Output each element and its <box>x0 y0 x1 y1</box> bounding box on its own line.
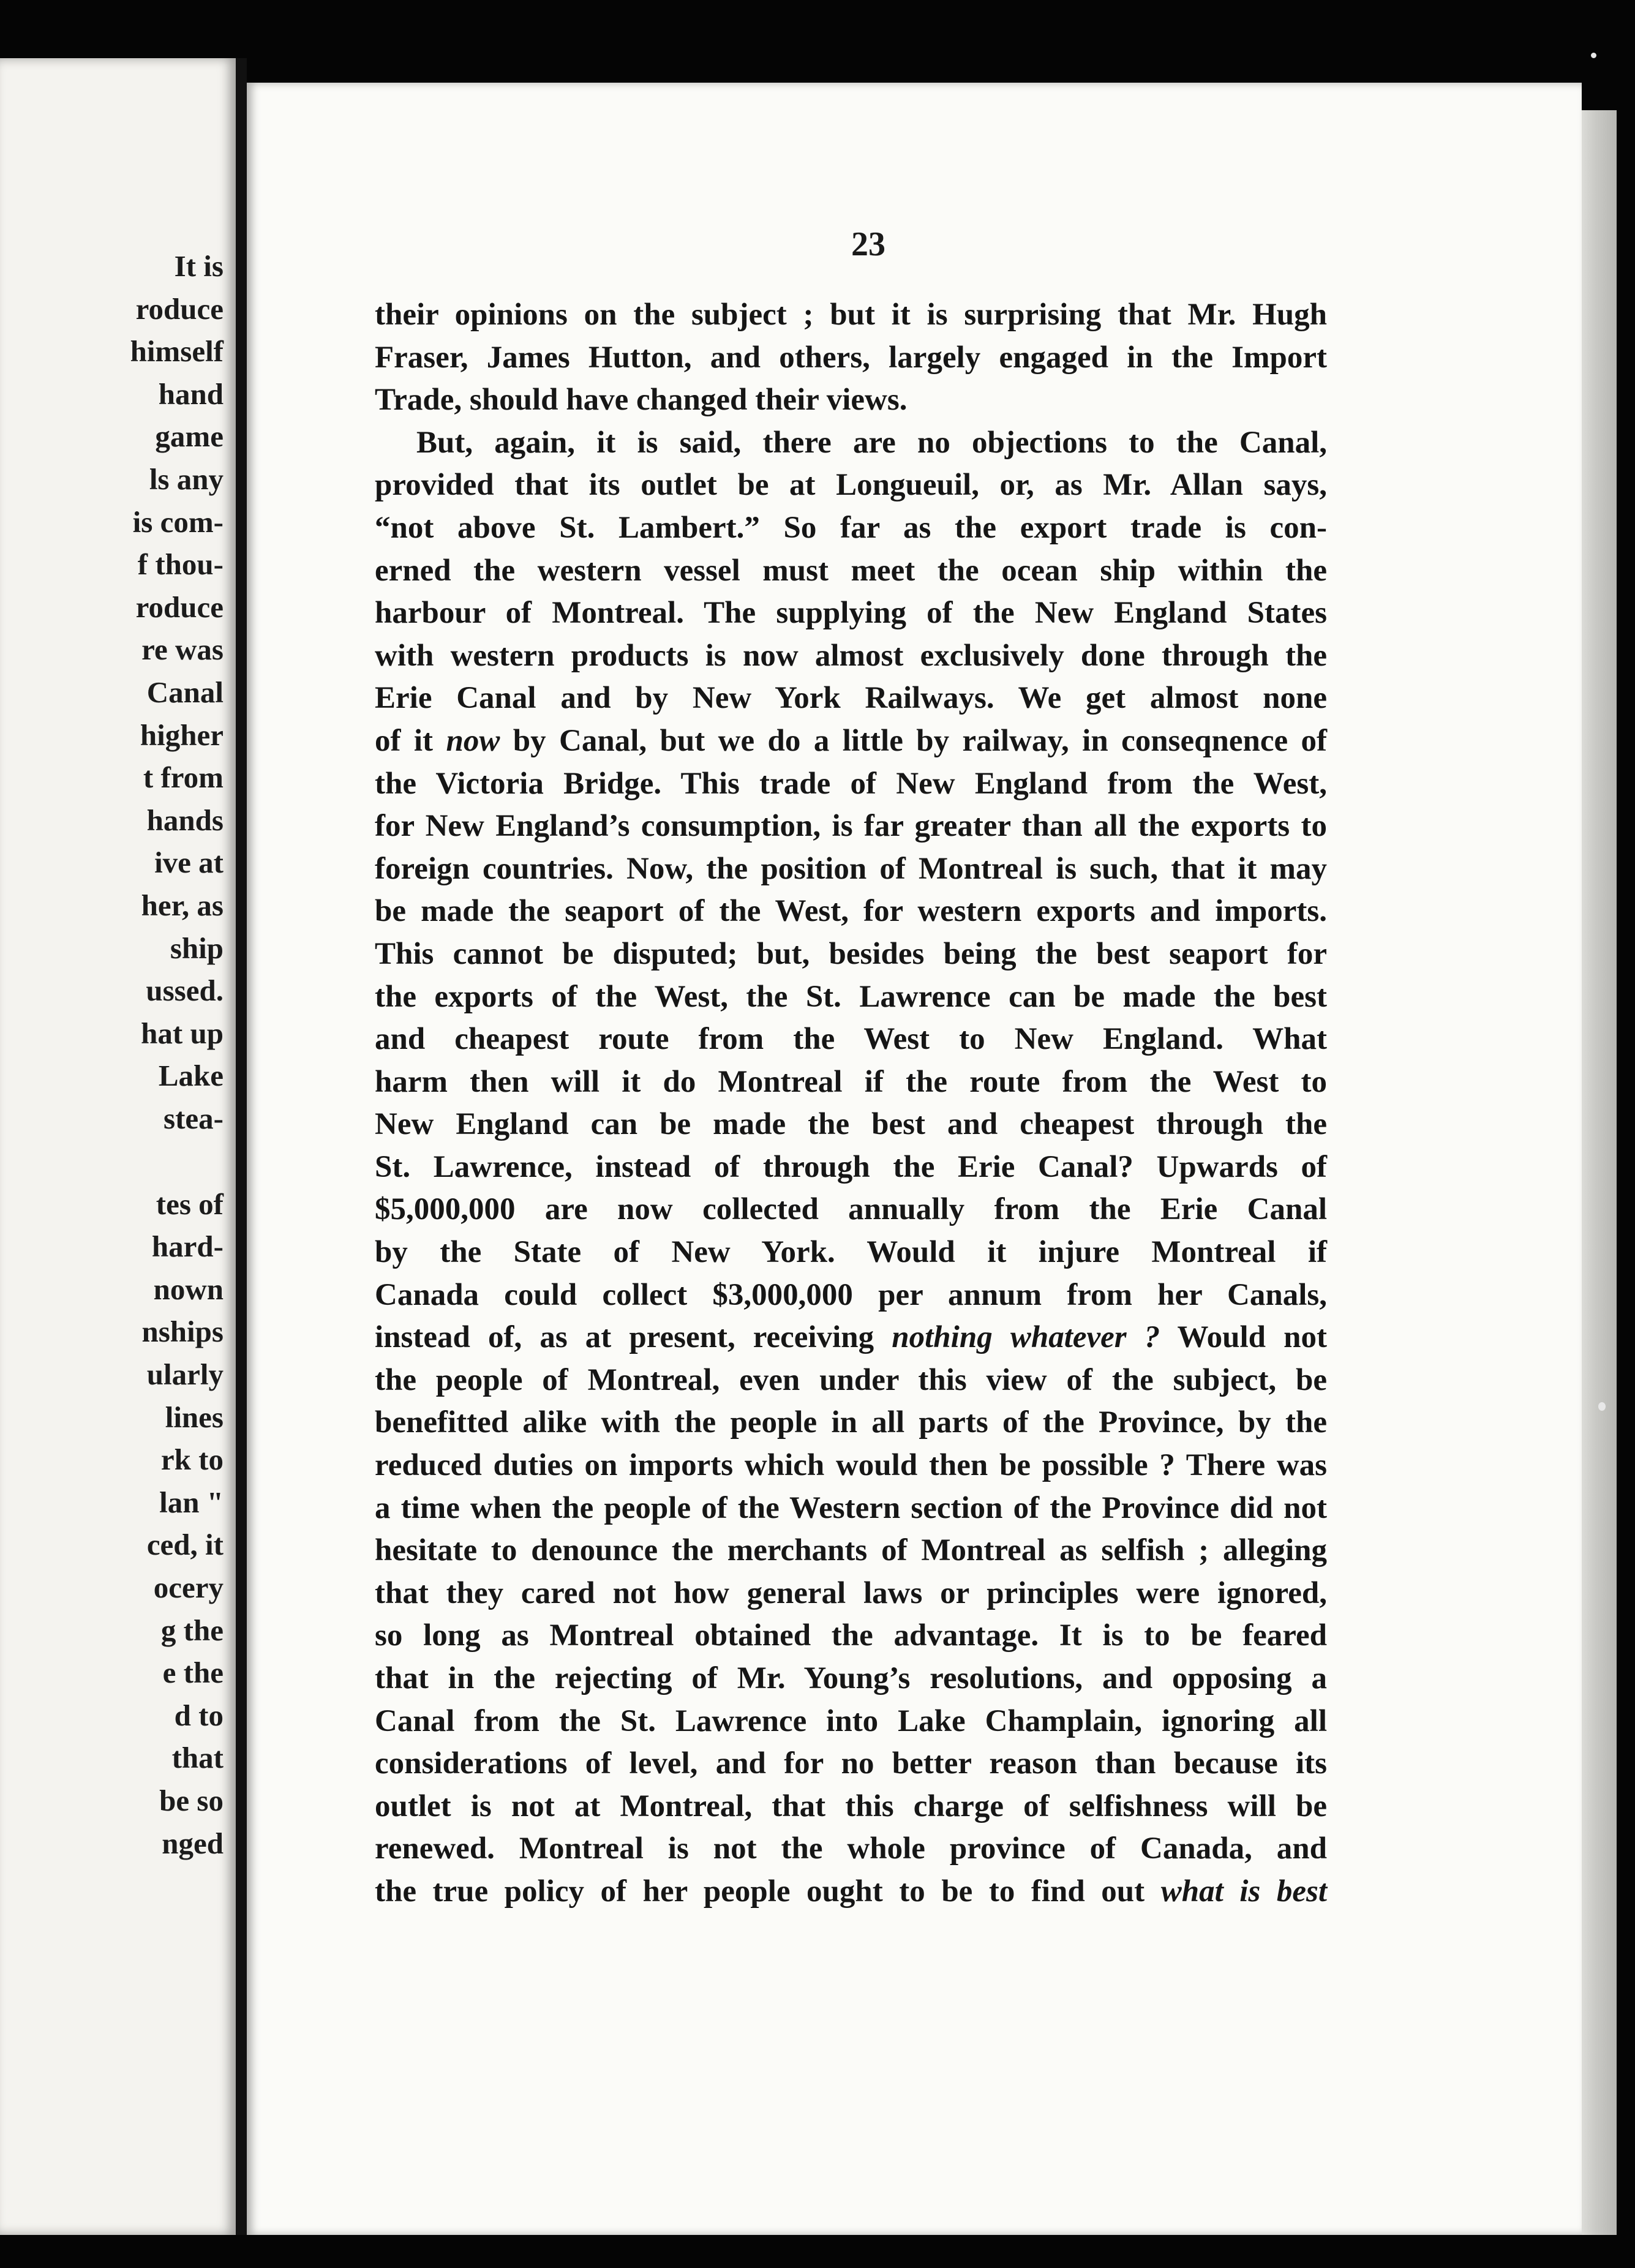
text-run: “not above St. Lambert.” So far as the export trade is con- <box>375 510 1327 545</box>
text-run: St. Lawrence, instead of through the Erie Canal? Upwards of <box>375 1149 1327 1184</box>
text-run: $5,000,000 are now collected annually from the Erie Canal <box>375 1192 1327 1227</box>
text-run: New England can be made the best and cheapest through the <box>375 1107 1327 1142</box>
text-line <box>375 1530 1327 1572</box>
text-run: provided that its outlet be at Longueuil, or, as Mr. Allan says, <box>375 468 1327 503</box>
previous-page-line: hand <box>158 377 224 411</box>
text-run: reduced duties on imports which would then be possible ? There was <box>375 1448 1327 1483</box>
text-line <box>375 422 1327 465</box>
text-line <box>375 1188 1327 1231</box>
text-run: the people of Montreal, even under this view of the subject, be <box>375 1362 1327 1397</box>
previous-page-line: that <box>171 1741 224 1775</box>
text-line <box>375 1146 1327 1189</box>
previous-page-line: ls any <box>149 462 224 496</box>
text-run: for New England’s consumption, is far greater than all the exports to <box>375 809 1327 844</box>
text-line <box>375 507 1327 550</box>
text-line <box>375 677 1327 720</box>
text-line <box>375 1444 1327 1487</box>
text-run: Trade, should have changed their views. <box>375 383 908 418</box>
text-run: the exports of the West, the St. Lawrence can be made the best <box>375 979 1327 1014</box>
previous-page-line: game <box>155 419 224 454</box>
text-line <box>375 337 1327 380</box>
previous-page-line: Canal <box>146 675 224 709</box>
previous-page-line: stea- <box>164 1102 224 1135</box>
text-line <box>375 1487 1327 1530</box>
text-run: that in the rejecting of Mr. Young’s resolutions, and opposing a <box>375 1661 1327 1695</box>
text-line <box>375 379 1327 422</box>
text-line <box>375 848 1327 891</box>
italic-text: what is best <box>1160 1874 1327 1909</box>
previous-page-line: lan " <box>159 1485 224 1519</box>
text-line <box>375 1359 1327 1402</box>
text-line <box>375 1743 1327 1785</box>
text-run: Canada could collect $3,000,000 per annum from her Canals, <box>375 1277 1327 1312</box>
text-run: Canal from the St. Lawrence into Lake Champlain, ignoring all <box>375 1703 1327 1738</box>
text-run: harbour of Montreal. The supplying of the New England States <box>375 596 1327 631</box>
text-line <box>375 1061 1327 1104</box>
text-line <box>375 1828 1327 1871</box>
text-line <box>375 635 1327 678</box>
text-run: of it <box>375 723 446 758</box>
previous-page-line: Lake <box>158 1059 224 1093</box>
text-run: outlet is not at Montreal, that this charge of selfishness will be <box>375 1789 1327 1823</box>
previous-page-line: lines <box>165 1400 224 1434</box>
text-line <box>375 294 1327 337</box>
previous-page-line: rk to <box>160 1443 224 1477</box>
previous-page-line: tes of <box>156 1187 224 1221</box>
text-line <box>375 1871 1327 1913</box>
text-line <box>375 1316 1327 1359</box>
text-run: But, again, it is said, there are no objections to the Canal, <box>416 425 1327 460</box>
text-run: This cannot be disputed; but, besides being the best seaport for <box>375 936 1327 971</box>
previous-page-fragment <box>0 58 236 2235</box>
text-line <box>375 464 1327 507</box>
text-line <box>375 592 1327 635</box>
previous-page-line: re was <box>141 633 224 667</box>
text-line <box>375 890 1327 933</box>
margin-speck <box>1591 53 1596 58</box>
text-line <box>375 1572 1327 1615</box>
previous-page-line: ced, it <box>146 1528 224 1562</box>
text-run: the true policy of her people ought to be to find out <box>375 1874 1161 1909</box>
text-run: foreign countries. Now, the position of Montreal is such, that it may <box>375 851 1327 886</box>
italic-text: now <box>446 723 500 758</box>
text-line <box>375 1274 1327 1317</box>
previous-page-line: ocery <box>153 1571 224 1604</box>
previous-page-line: nown <box>153 1272 224 1306</box>
previous-page-line: ussed. <box>146 974 224 1008</box>
book-gutter <box>236 58 247 2235</box>
previous-page-line: ive at <box>154 846 224 880</box>
text-line <box>375 1402 1327 1444</box>
text-run: Would not <box>1160 1320 1327 1355</box>
previous-page-line: be so <box>159 1784 224 1817</box>
text-line <box>375 805 1327 848</box>
previous-page-line: hands <box>146 803 224 837</box>
previous-page-line: g the <box>160 1613 224 1647</box>
text-run: be made the seaport of the West, for western exports and imports. <box>375 894 1327 929</box>
text-run: considerations of level, and for no better reason than because its <box>375 1746 1327 1781</box>
text-run: Fraser, James Hutton, and others, largely engaged in the Import <box>375 340 1327 375</box>
page-stack-edge <box>1582 110 1617 2235</box>
text-line <box>375 550 1327 593</box>
text-line <box>375 1231 1327 1274</box>
previous-page-line: her, as <box>141 888 224 922</box>
text-run: instead of, as at present, receiving <box>375 1320 892 1355</box>
text-line <box>375 976 1327 1019</box>
text-line <box>375 1658 1327 1700</box>
text-line <box>375 1103 1327 1146</box>
text-run: by the State of New York. Would it injure Montreal if <box>375 1235 1327 1270</box>
italic-text: nothing whatever ? <box>892 1320 1160 1355</box>
text-run: and cheapest route from the West to New England. What <box>375 1022 1327 1057</box>
text-run: a time when the people of the Western section of the Province did not <box>375 1490 1327 1525</box>
previous-page-line: himself <box>130 334 224 369</box>
text-line <box>375 720 1327 763</box>
text-run: hesitate to denounce the merchants of Montreal as selfish ; alleging <box>375 1533 1327 1568</box>
text-run: their opinions on the subject ; but it is surprising that Mr. Hugh <box>375 298 1327 332</box>
previous-page-line: e the <box>162 1656 224 1690</box>
previous-page-line: roduce <box>135 291 224 326</box>
previous-page-line: roduce <box>135 590 224 624</box>
text-run: by Canal, but we do a little by railway, in conseqnence of <box>500 723 1327 758</box>
text-run: erned the western vessel must meet the ocean ship within the <box>375 553 1327 588</box>
previous-page-line: ularly <box>146 1357 224 1391</box>
text-run: harm then will it do Montreal if the route from the West to <box>375 1064 1327 1099</box>
text-run: that they cared not how general laws or principles were ignored, <box>375 1575 1327 1610</box>
previous-page-line: It is <box>174 249 224 283</box>
previous-page-line: d to <box>174 1698 224 1732</box>
text-run: the Victoria Bridge. This trade of New England from the West, <box>375 766 1327 801</box>
text-line <box>375 933 1327 976</box>
text-run: renewed. Montreal is not the whole province of Canada, and <box>375 1831 1327 1866</box>
previous-page-line: f thou- <box>137 547 224 582</box>
page-number: 23 <box>851 225 885 263</box>
previous-page-line: hard- <box>151 1230 224 1264</box>
body-text <box>375 294 1327 1913</box>
text-line <box>375 1700 1327 1743</box>
text-line <box>375 1018 1327 1061</box>
previous-page-line: nged <box>162 1826 224 1860</box>
text-run: Erie Canal and by New York Railways. We get almost none <box>375 681 1327 716</box>
text-line <box>375 1615 1327 1658</box>
text-line <box>375 763 1327 806</box>
previous-page-line: t from <box>143 760 224 795</box>
previous-page-line: ship <box>170 931 224 965</box>
text-run: with western products is now almost exclusively done through the <box>375 638 1327 673</box>
previous-page-line: hat up <box>141 1016 224 1050</box>
previous-page-line: is com- <box>132 505 224 539</box>
text-run: so long as Montreal obtained the advantage. It is to be feared <box>375 1618 1327 1653</box>
previous-page-line: nships <box>141 1315 224 1349</box>
previous-page-line: higher <box>140 718 224 752</box>
text-run: benefitted alike with the people in all parts of the Province, by the <box>375 1405 1327 1440</box>
text-line <box>375 1785 1327 1828</box>
margin-speck <box>1598 1402 1606 1411</box>
